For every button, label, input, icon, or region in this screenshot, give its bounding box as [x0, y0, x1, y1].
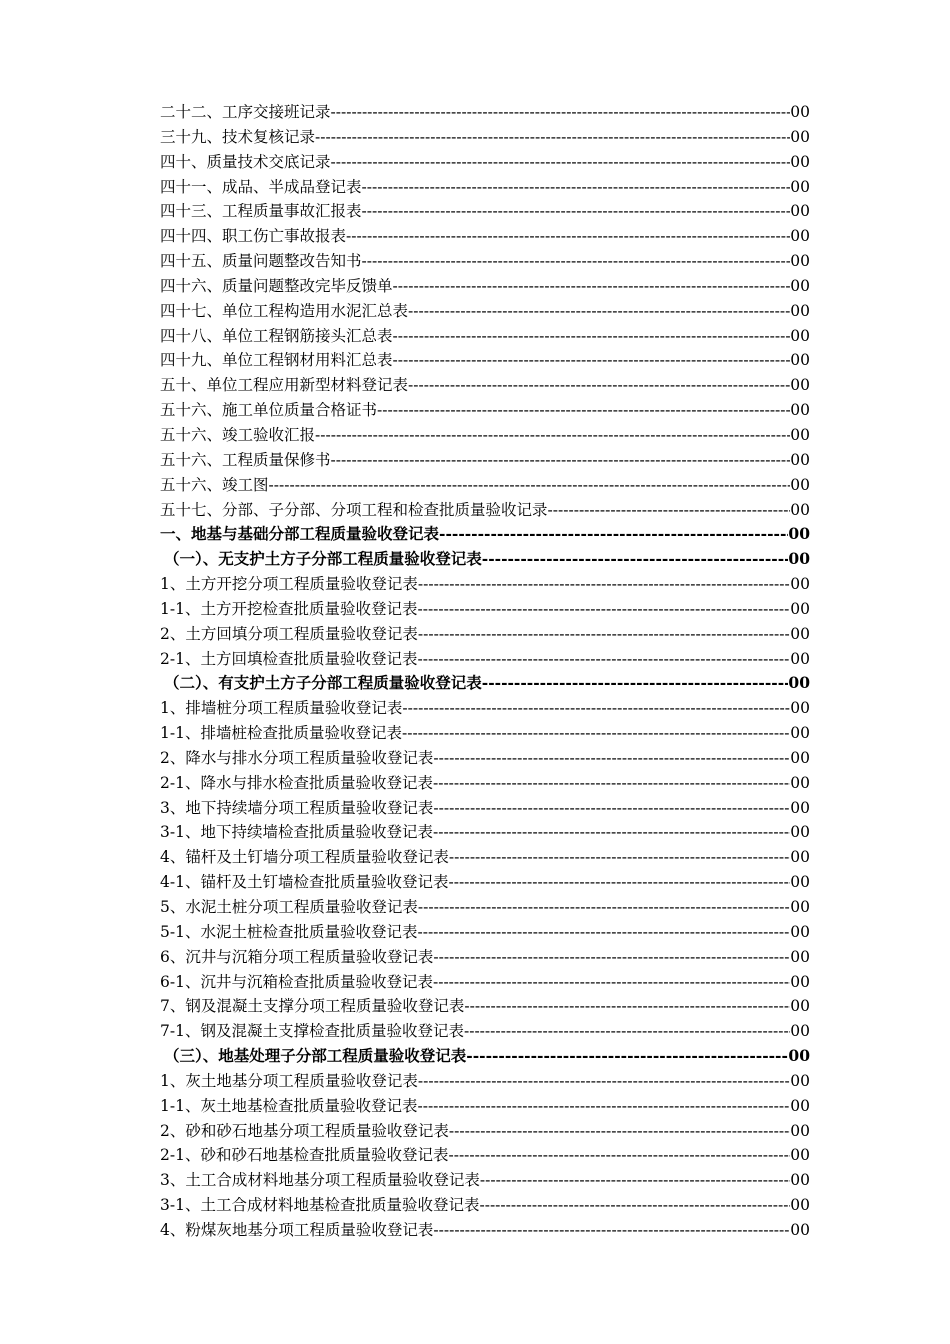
toc-entry[interactable]	[160, 895, 810, 920]
toc-entry[interactable]	[160, 1069, 810, 1094]
toc-dot-leader	[346, 224, 790, 249]
toc-entry-page-number: 00	[790, 351, 810, 370]
toc-dot-leader	[377, 398, 790, 423]
toc-dot-leader	[548, 498, 791, 523]
toc-dot-leader	[479, 1193, 790, 1218]
toc-dot-leader	[418, 572, 790, 597]
toc-entry[interactable]	[160, 597, 810, 622]
toc-entry-title: 7、钢及混凝土支撑分项工程质量验收登记表	[160, 997, 465, 1016]
toc-entry-title: 2-1、降水与排水检查批质量验收登记表	[160, 773, 433, 792]
toc-entry[interactable]	[160, 1019, 810, 1044]
toc-dot-leader	[402, 696, 790, 721]
toc-entry-title: 四十三、工程质量事故汇报表	[160, 202, 362, 221]
toc-entry[interactable]	[160, 771, 810, 796]
toc-entry-title: 1-1、土方开挖检查批质量验收登记表	[160, 599, 418, 618]
toc-dot-leader	[433, 970, 790, 995]
toc-entry-title: 1、排墙桩分项工程质量验收登记表	[160, 699, 403, 718]
toc-dot-leader	[418, 895, 790, 920]
toc-entry-page-number: 00	[790, 724, 810, 743]
toc-entry[interactable]	[160, 423, 810, 448]
toc-entry-page-number: 00	[790, 873, 810, 892]
toc-entry-page-number: 00	[788, 1046, 810, 1066]
toc-entry[interactable]	[160, 100, 810, 125]
toc-entry[interactable]	[160, 175, 810, 200]
toc-entry[interactable]	[160, 970, 810, 995]
toc-dot-leader	[393, 274, 791, 299]
toc-entry-page-number: 00	[790, 773, 810, 792]
toc-entry-title: 四十六、质量问题整改完毕反馈单	[160, 276, 393, 295]
toc-entry[interactable]	[160, 348, 810, 373]
toc-entry-page-number: 00	[790, 1022, 810, 1041]
toc-entry-title: 3-1、土工合成材料地基检查批质量验收登记表	[160, 1196, 480, 1215]
toc-entry-page-number: 00	[790, 972, 810, 991]
toc-dot-leader	[448, 1143, 790, 1168]
toc-entry-page-number: 00	[790, 103, 810, 121]
toc-entry[interactable]	[160, 299, 810, 324]
toc-entry[interactable]	[160, 647, 810, 672]
toc-entry-page-number: 00	[790, 922, 810, 941]
toc-entry-page-number: 00	[790, 823, 810, 842]
toc-entry-title: 3-1、地下持续墙检查批质量验收登记表	[160, 823, 433, 842]
toc-entry-title: 四十五、质量问题整改告知书	[160, 252, 362, 271]
toc-entry-page-number: 00	[790, 997, 810, 1016]
toc-entry-page-number: 00	[790, 127, 810, 146]
toc-entry-page-number: 00	[790, 152, 810, 171]
toc-dot-leader	[449, 845, 790, 870]
toc-entry[interactable]	[160, 1094, 810, 1119]
toc-entry-title: 一、地基与基础分部工程质量验收登记表	[160, 524, 440, 544]
toc-dot-leader	[417, 597, 790, 622]
toc-entry-page-number: 00	[790, 798, 810, 817]
toc-entry-page-number: 00	[790, 1146, 810, 1165]
toc-entry-page-number: 00	[790, 227, 810, 246]
toc-entry-title: 6-1、沉井与沉箱检查批质量验收登记表	[160, 972, 433, 991]
toc-entry[interactable]	[160, 696, 810, 721]
toc-dot-leader	[433, 1218, 790, 1243]
toc-entry-page-number: 00	[790, 301, 810, 320]
toc-entry-title: 五十六、竣工验收汇报	[160, 425, 316, 444]
toc-dot-leader	[449, 1119, 790, 1144]
toc-entry-title: 2、土方回填分项工程质量验收登记表	[160, 624, 418, 643]
toc-dot-leader	[482, 671, 789, 696]
toc-dot-leader	[480, 1168, 790, 1193]
toc-entry[interactable]	[160, 448, 810, 473]
toc-entry[interactable]	[160, 498, 810, 523]
toc-entry[interactable]	[160, 373, 810, 398]
toc-entry-page-number: 00	[790, 252, 810, 271]
toc-entry[interactable]	[160, 1143, 810, 1168]
toc-entry-title: 3、地下持续墙分项工程质量验收登记表	[160, 798, 434, 817]
toc-entry-page-number: 00	[790, 1096, 810, 1115]
toc-dot-leader	[331, 448, 791, 473]
toc-entry[interactable]	[160, 746, 810, 771]
toc-entry[interactable]	[160, 622, 810, 647]
toc-entry-page-number: 00	[790, 475, 810, 494]
toc-entry-page-number: 00	[790, 276, 810, 295]
toc-entry-page-number: 00	[790, 599, 810, 618]
toc-entry-title: 四十九、单位工程钢材用料汇总表	[160, 351, 393, 370]
toc-entry[interactable]	[160, 820, 810, 845]
toc-entry-title: 2-1、砂和砂石地基检查批质量验收登记表	[160, 1146, 449, 1165]
toc-entry[interactable]	[160, 150, 810, 175]
toc-dot-leader	[464, 994, 790, 1019]
toc-entry-page-number: 00	[790, 401, 810, 420]
toc-dot-leader	[408, 299, 790, 324]
toc-dot-leader	[448, 870, 790, 895]
toc-dot-leader	[418, 1069, 790, 1094]
toc-entry-title: 2-1、土方回填检查批质量验收登记表	[160, 649, 418, 668]
toc-entry-page-number: 00	[790, 500, 810, 519]
toc-entry-title: 1、灰土地基分项工程质量验收登记表	[160, 1071, 418, 1090]
toc-entry[interactable]	[160, 671, 810, 696]
toc-dot-leader	[417, 920, 790, 945]
toc-dot-leader	[315, 423, 790, 448]
toc-entry[interactable]	[160, 721, 810, 746]
toc-dot-leader	[331, 100, 791, 125]
toc-entry-title: 2、降水与排水分项工程质量验收登记表	[160, 748, 434, 767]
toc-dot-leader	[417, 1094, 790, 1119]
toc-entry-page-number: 00	[790, 1121, 810, 1140]
toc-entry-page-number: 00	[790, 848, 810, 867]
toc-dot-leader	[433, 746, 790, 771]
toc-entry-page-number: 00	[790, 376, 810, 395]
toc-entry[interactable]	[160, 249, 810, 274]
toc-entry-title: 四十八、单位工程钢筋接头汇总表	[160, 326, 393, 345]
toc-entry-title: 5、水泥土桩分项工程质量验收登记表	[160, 898, 418, 916]
toc-dot-leader	[464, 1019, 790, 1044]
toc-entry-page-number: 00	[790, 326, 810, 345]
toc-dot-leader	[315, 125, 790, 150]
toc-entry-page-number: 00	[790, 1171, 810, 1190]
toc-entry-page-number: 00	[788, 549, 810, 569]
toc-entry-title: 三十九、技术复核记录	[160, 127, 316, 146]
toc-entry[interactable]	[160, 572, 810, 597]
toc-dot-leader	[269, 473, 791, 498]
toc-entry[interactable]	[160, 199, 810, 224]
toc-entry-title: 五十、单位工程应用新型材料登记表	[160, 376, 409, 395]
toc-entry[interactable]	[160, 1193, 810, 1218]
toc-entry-title: 五十六、施工单位质量合格证书	[160, 401, 378, 420]
toc-entry-page-number: 00	[790, 898, 810, 916]
toc-entry-title: （三）、地基处理子分部工程质量验收登记表	[164, 1046, 467, 1066]
toc-entry-title: 五十六、竣工图	[160, 475, 269, 494]
toc-entry-title: 6、沉井与沉箱分项工程质量验收登记表	[160, 947, 434, 966]
toc-entry-page-number: 00	[790, 624, 810, 643]
toc-entry-title: 五十六、工程质量保修书	[160, 450, 331, 469]
toc-entry[interactable]	[160, 1218, 810, 1243]
toc-dot-leader	[433, 945, 790, 970]
toc-dot-leader	[466, 1044, 788, 1069]
toc-dot-leader	[418, 622, 790, 647]
toc-entry[interactable]	[160, 547, 810, 572]
toc-entry-page-number: 00	[790, 425, 810, 444]
toc-entry-page-number: 00	[788, 524, 810, 544]
toc-entry[interactable]	[160, 1044, 810, 1069]
toc-entry-page-number: 00	[790, 202, 810, 221]
toc-dot-leader	[433, 771, 790, 796]
toc-dot-leader	[362, 199, 791, 224]
toc-dot-leader	[393, 324, 791, 349]
toc-dot-leader	[417, 647, 790, 672]
toc-dot-leader	[362, 249, 791, 274]
toc-entry[interactable]	[160, 796, 810, 821]
toc-entry[interactable]	[160, 920, 810, 945]
toc-entry[interactable]	[160, 522, 810, 547]
toc-entry-page-number: 00	[790, 177, 810, 196]
toc-entry-page-number: 00	[790, 1220, 810, 1239]
toc-entry[interactable]	[160, 945, 810, 970]
toc-entry-page-number: 00	[790, 748, 810, 767]
toc-dot-leader	[439, 522, 788, 547]
toc-entry-page-number: 00	[790, 947, 810, 966]
toc-entry-page-number: 00	[790, 649, 810, 668]
toc-entry[interactable]	[160, 324, 810, 349]
toc-entry[interactable]	[160, 125, 810, 150]
toc-entry-page-number: 00	[790, 1196, 810, 1215]
toc-entry-title: 1-1、灰土地基检查批质量验收登记表	[160, 1096, 418, 1115]
toc-entry-title: （一）、无支护土方子分部工程质量验收登记表	[164, 549, 482, 569]
toc-dot-leader	[482, 547, 789, 572]
toc-entry-title: 二十二、工序交接班记录	[160, 103, 331, 121]
toc-entry-title: （二）、有支护土方子分部工程质量验收登记表	[164, 673, 482, 693]
toc-entry-title: 5-1、水泥土桩检查批质量验收登记表	[160, 922, 418, 941]
toc-entry[interactable]	[160, 1168, 810, 1193]
toc-entry-title: 4-1、锚杆及土钉墙检查批质量验收登记表	[160, 873, 449, 892]
toc-entry-title: 五十七、分部、子分部、分项工程和检查批质量验收记录	[160, 500, 548, 519]
toc-entry-title: 四十一、成品、半成品登记表	[160, 177, 362, 196]
toc-entry[interactable]	[160, 398, 810, 423]
toc-entry-title: 3、土工合成材料地基分项工程质量验收登记表	[160, 1171, 480, 1190]
toc-dot-leader	[393, 348, 791, 373]
toc-entry[interactable]	[160, 845, 810, 870]
toc-entry[interactable]	[160, 274, 810, 299]
toc-entry-title: 四十七、单位工程构造用水泥汇总表	[160, 301, 409, 320]
toc-entry-title: 7-1、钢及混凝土支撑检查批质量验收登记表	[160, 1022, 464, 1041]
toc-dot-leader	[402, 721, 790, 746]
toc-entry[interactable]	[160, 224, 810, 249]
toc-entry-page-number: 00	[790, 450, 810, 469]
toc-entry-page-number: 00	[788, 673, 810, 693]
toc-dot-leader	[362, 175, 791, 200]
toc-entry-title: 四十、质量技术交底记录	[160, 152, 331, 171]
toc-entry-title: 1-1、排墙桩检查批质量验收登记表	[160, 724, 402, 743]
toc-list	[160, 100, 810, 1243]
toc-entry[interactable]	[160, 994, 810, 1019]
toc-dot-leader	[433, 820, 790, 845]
toc-entry-title: 4、粉煤灰地基分项工程质量验收登记表	[160, 1220, 434, 1239]
toc-entry-page-number: 00	[790, 699, 810, 718]
toc-dot-leader	[331, 150, 791, 175]
toc-page	[160, 100, 810, 1243]
toc-entry-page-number: 00	[790, 1071, 810, 1090]
toc-entry-title: 2、砂和砂石地基分项工程质量验收登记表	[160, 1121, 449, 1140]
toc-entry-title: 1、土方开挖分项工程质量验收登记表	[160, 575, 418, 594]
toc-entry[interactable]	[160, 473, 810, 498]
toc-dot-leader	[433, 796, 790, 821]
toc-entry[interactable]	[160, 1119, 810, 1144]
toc-entry-title: 4、锚杆及土钉墙分项工程质量验收登记表	[160, 848, 449, 867]
toc-entry-page-number: 00	[790, 575, 810, 594]
toc-entry[interactable]	[160, 870, 810, 895]
toc-entry-title: 四十四、职工伤亡事故报表	[160, 227, 347, 246]
toc-dot-leader	[408, 373, 790, 398]
